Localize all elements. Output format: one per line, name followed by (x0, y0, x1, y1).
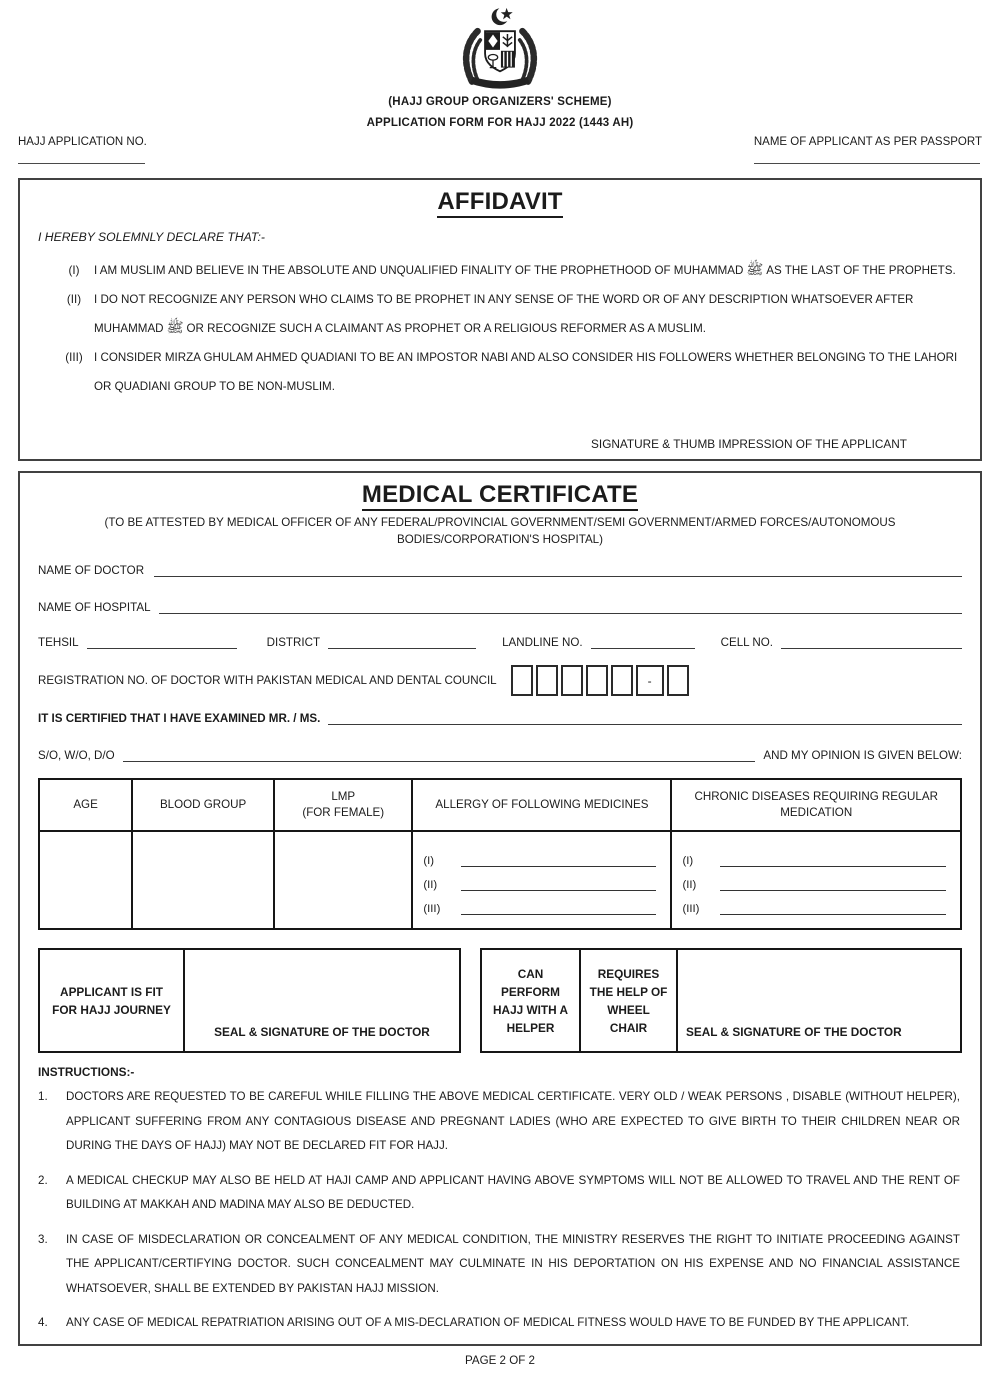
hospital-name-row (38, 599, 962, 614)
blood-group-cell[interactable] (132, 831, 274, 929)
opinion-label: AND MY OPINION IS GIVEN BELOW: (763, 749, 962, 762)
affidavit-item-1-numeral: (I) (68, 264, 80, 277)
lmp-cell[interactable] (274, 831, 412, 929)
instruction-item-2: 2. A MEDICAL CHECKUP MAY ALSO BE HELD AT HAJI CAMP AND APPLICANT HAVING ABOVE SYMPTOMS WILL NOT BE ALLOWED TO TRAVEL AND THE RENT OF BUILDING AT MAKKAH AND MADINA MAY ALSO BE DEDUCTED. (38, 1173, 960, 1211)
affidavit-title: AFFIDAVIT (437, 188, 562, 218)
form-title: APPLICATION FORM FOR HAJJ 2022 (1443 AH) (366, 117, 634, 129)
pakistan-emblem-icon (444, 78, 556, 95)
instruction-item-4: 4. ANY CASE OF MEDICAL REPATRIATION ARISING OUT OF A MIS-DECLARATION OF MEDICAL FITNESS WOULD HAVE TO BE FUNDED BY THE APPLICANT. (38, 1316, 910, 1329)
doctor-name-label: NAME OF DOCTOR (38, 564, 145, 577)
chronic-line-3-input[interactable] (720, 902, 946, 915)
age-header: AGE (39, 779, 132, 831)
affidavit-item-2 (38, 285, 962, 343)
district-label: DISTRICT (266, 636, 321, 649)
affidavit-section (18, 178, 982, 461)
cell-input[interactable] (781, 634, 962, 649)
doctor-name-input[interactable] (154, 562, 962, 577)
seal-signature-area-left[interactable]: SEAL & SIGNATURE OF THE DOCTOR (214, 1025, 430, 1039)
applicant-name-label: NAME OF APPLICANT AS PER PASSPORT (753, 136, 982, 148)
requires-wheelchair-label: REQUIRES THE HELP OF WHEEL CHAIR (581, 950, 678, 1051)
examination-table-header-row (39, 779, 961, 831)
registration-digit-box[interactable] (667, 665, 689, 696)
lmp-header: LMP (FOR FEMALE) (274, 779, 412, 831)
affidavit-item-3-text: I CONSIDER MIRZA GHULAM AHMED QUADIANI TO BE AN IMPOSTOR NABI AND ALSO CONSIDER HIS FOLLOWERS WHETHER BELONGING TO THE LAHORI OR QUADIANI GROUP TO BE NON-MUSLIM. (94, 351, 958, 393)
landline-input[interactable] (591, 634, 695, 649)
fit-for-hajj-label: APPLICANT IS FIT FOR HAJJ JOURNEY (40, 950, 185, 1051)
hajj-application-no-label: HAJJ APPLICATION NO. (18, 136, 147, 148)
affidavit-declaration: I HEREBY SOLEMNLY DECLARE THAT:- (38, 230, 265, 244)
scheme-title: (HAJJ GROUP ORGANIZERS' SCHEME) (388, 96, 612, 108)
applicant-name-input[interactable] (754, 162, 980, 164)
can-perform-with-helper-label: CAN PERFORM HAJJ WITH A HELPER (482, 950, 581, 1051)
hospital-name-input[interactable] (159, 599, 962, 614)
affidavit-item-3-numeral: (III) (65, 351, 83, 364)
age-cell[interactable] (39, 831, 132, 929)
allergy-line-2-input[interactable] (461, 878, 656, 891)
certified-row (38, 710, 962, 725)
medical-certificate-section (18, 471, 982, 1346)
registration-digit-box[interactable] (511, 665, 533, 696)
registration-digit-box[interactable] (611, 665, 633, 696)
pbuh-symbol-icon: ﷺ (746, 261, 764, 277)
relation-row (38, 747, 962, 762)
registration-row (38, 665, 962, 696)
page-number: PAGE 2 OF 2 (464, 1353, 535, 1367)
examined-name-input[interactable] (328, 710, 962, 725)
medical-subtitle: (TO BE ATTESTED BY MEDICAL OFFICER OF ANY FEDERAL/PROVINCIAL GOVERNMENT/SEMI GOVERNMENT/ARMED FORCES/AUTONOMOUS BODIES/CORPORATION'S HOSPITAL) (104, 516, 896, 546)
relation-label: S/O, W/O, D/O (38, 749, 115, 762)
medical-title: MEDICAL CERTIFICATE (362, 481, 638, 511)
page-header (0, 0, 1000, 90)
registration-digit-box[interactable] (586, 665, 608, 696)
doctor-name-row (38, 562, 962, 577)
tehsil-label: TEHSIL (38, 636, 79, 649)
registration-digit-box[interactable] (561, 665, 583, 696)
helper-wheelchair-box (480, 948, 962, 1053)
instructions-title: INSTRUCTIONS:- (38, 1065, 135, 1079)
affidavit-item-2-numeral: (II) (66, 293, 82, 306)
location-contact-row (38, 634, 962, 649)
chronic-line-1-input[interactable] (720, 854, 946, 867)
allergy-header: ALLERGY OF FOLLOWING MEDICINES (412, 779, 671, 831)
hospital-name-label: NAME OF HOSPITAL (38, 601, 151, 614)
allergy-line-3-input[interactable] (461, 902, 656, 915)
chronic-line-2-input[interactable] (720, 878, 946, 891)
instruction-item-1: 1. DOCTORS ARE REQUESTED TO BE CAREFUL WHILE FILLING THE ABOVE MEDICAL CERTIFICATE. VERY OLD / WEAK PERSONS , DISABLE (WITHOUT HELPER), APPLICANT SUFFERING FROM ANY CONTAGIOUS DISEASE AND PREGNANT LADIES (WHO ARE EXPECTED TO GIVE BIRTH TO THEIR CHILDREN NEAR OR DURING THE DAYS OF HAJJ) MAY NOT BE DECLARED FIT FOR HAJJ. (38, 1090, 960, 1152)
registration-label: REGISTRATION NO. OF DOCTOR WITH PAKISTAN MEDICAL AND DENTAL COUNCIL (38, 674, 497, 687)
tehsil-input[interactable] (87, 634, 237, 649)
chronic-diseases-cell: (I) (II) (III) (671, 831, 961, 929)
examination-table (38, 778, 962, 930)
certified-label: IT IS CERTIFIED THAT I HAVE EXAMINED MR. / MS. (38, 712, 321, 725)
applicant-name-field (754, 136, 982, 164)
hajj-application-no-input[interactable] (18, 162, 145, 164)
district-input[interactable] (328, 634, 476, 649)
registration-number-boxes (511, 665, 692, 696)
hajj-application-no-field (18, 136, 147, 164)
chronic-diseases-header: CHRONIC DISEASES REQUIRING REGULAR MEDICATION (671, 779, 961, 831)
affidavit-item-3 (38, 343, 962, 401)
allergy-line-1-input[interactable] (461, 854, 656, 867)
examination-table-body-row (39, 831, 961, 929)
cell-label: CELL NO. (720, 636, 774, 649)
allergy-cell: (I) (II) (III) (412, 831, 671, 929)
fitness-row (38, 948, 962, 1053)
fit-for-hajj-box (38, 948, 461, 1053)
identity-row (0, 136, 1000, 164)
affidavit-item-1-text: I AM MUSLIM AND BELIEVE IN THE ABSOLUTE AND UNQUALIFIED FINALITY OF THE PROPHETHOOD OF MUHAMMAD ﷺ AS THE LAST OF THE PROPHETS. (94, 261, 956, 277)
signature-thumb-caption: SIGNATURE & THUMB IMPRESSION OF THE APPLICANT (591, 437, 907, 451)
blood-group-header: BLOOD GROUP (132, 779, 274, 831)
pbuh-symbol-icon: ﷺ (166, 319, 184, 335)
instruction-item-3: 3. IN CASE OF MISDECLARATION OR CONCEALMENT OF ANY MEDICAL CONDITION, THE MINISTRY RESERVES THE RIGHT TO INITIATE PROCEEDING AGAINST THE APPLICANT/CERTIFYING DOCTOR. SUCH CONCEALMENT MAY CULMINATE IN HIS DEPORTATION ON HIS EXPENSE AND NO FINANCIAL ASSISTANCE WHATSOEVER, SHALL BE EXTENDED BY PAKISTAN HAJJ MISSION. (38, 1232, 960, 1295)
seal-signature-area-right[interactable]: SEAL & SIGNATURE OF THE DOCTOR (686, 1025, 902, 1039)
landline-label: LANDLINE NO. (502, 636, 583, 649)
affidavit-item-2-text: I DO NOT RECOGNIZE ANY PERSON WHO CLAIMS TO BE PROPHET IN ANY SENSE OF THE WORD OR OF ANY DESCRIPTION WHATSOEVER AFTER MUHAMMAD ﷺ OR RECOGNIZE SUCH A CLAIMANT AS PROPHET OR A RELIGIOUS REFORMER AS A MUSLIM. (94, 293, 914, 335)
registration-digit-box[interactable] (536, 665, 558, 696)
relation-name-input[interactable] (123, 747, 756, 762)
registration-separator-box: - (636, 665, 664, 696)
affidavit-item-1 (38, 256, 962, 285)
